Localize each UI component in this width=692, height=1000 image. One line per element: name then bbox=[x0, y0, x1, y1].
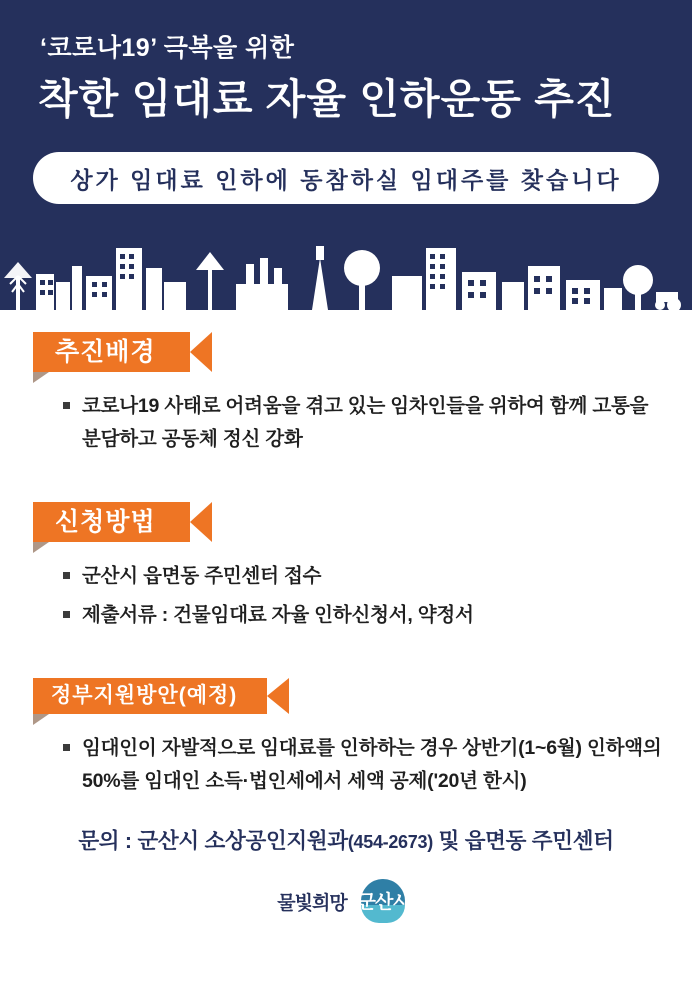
tag-shadow bbox=[33, 372, 49, 383]
contact-prefix: 문의 : 군산시 소상공인지원과 bbox=[78, 829, 348, 853]
logo-slogan: 물빛희망 bbox=[277, 892, 347, 914]
section-background-tag: 추진배경 bbox=[33, 332, 212, 372]
section-government-support-bullets bbox=[33, 732, 692, 798]
contact-suffix: 및 읍면동 주민센터 bbox=[432, 829, 614, 853]
bullet-marker-icon bbox=[63, 744, 70, 751]
bullet-marker-icon bbox=[63, 402, 70, 409]
list-item-text: 제출서류 : 건물임대료 자율 인하신청서, 약정서 bbox=[82, 604, 474, 626]
section-background-bullets bbox=[33, 390, 692, 456]
header-subtitle: ‘코로나19’ 극복을 위한 bbox=[40, 34, 295, 62]
bullet-marker-icon bbox=[63, 572, 70, 579]
section-background bbox=[0, 332, 692, 456]
section-application-tag: 신청방법 bbox=[33, 502, 212, 542]
contact-line bbox=[0, 824, 692, 855]
list-item bbox=[33, 599, 662, 632]
tag-shadow bbox=[33, 542, 49, 553]
poster-body bbox=[0, 310, 692, 923]
list-item-text: 군산시 읍면동 주민센터 접수 bbox=[82, 565, 322, 587]
poster-header bbox=[0, 0, 692, 310]
list-item bbox=[33, 732, 662, 798]
contact-phone: (454-2673) bbox=[347, 832, 433, 852]
bullet-marker-icon bbox=[63, 611, 70, 618]
city-skyline-icon bbox=[0, 218, 692, 310]
tag-shadow bbox=[33, 714, 49, 725]
section-application-bullets bbox=[33, 560, 692, 632]
gunsan-emblem-icon bbox=[353, 879, 415, 923]
list-item bbox=[33, 390, 662, 456]
header-callout-pill bbox=[33, 152, 659, 204]
page-title: 착한 임대료 자율 인하운동 추진 bbox=[38, 76, 616, 122]
header-callout-text: 상가 임대료 인하에 동참하실 임대주를 찾습니다 bbox=[70, 166, 622, 193]
list-item-text: 코로나19 사태로 어려움을 겪고 있는 임차인들을 위하여 함께 고통을 분담하고 공동체 정신 강화 bbox=[82, 395, 649, 450]
section-government-support bbox=[0, 678, 692, 798]
logo-city: 군산시 bbox=[357, 892, 410, 913]
city-logo bbox=[0, 879, 692, 923]
list-item-text: 임대인이 자발적으로 임대료를 인하하는 경우 상반기(1~6월) 인하액의 50%를 임대인 소득·법인세에서 세액 공제('20년 한시) bbox=[82, 737, 662, 792]
section-application bbox=[0, 502, 692, 632]
section-government-support-tag: 정부지원방안(예정) bbox=[33, 678, 289, 714]
list-item bbox=[33, 560, 662, 593]
